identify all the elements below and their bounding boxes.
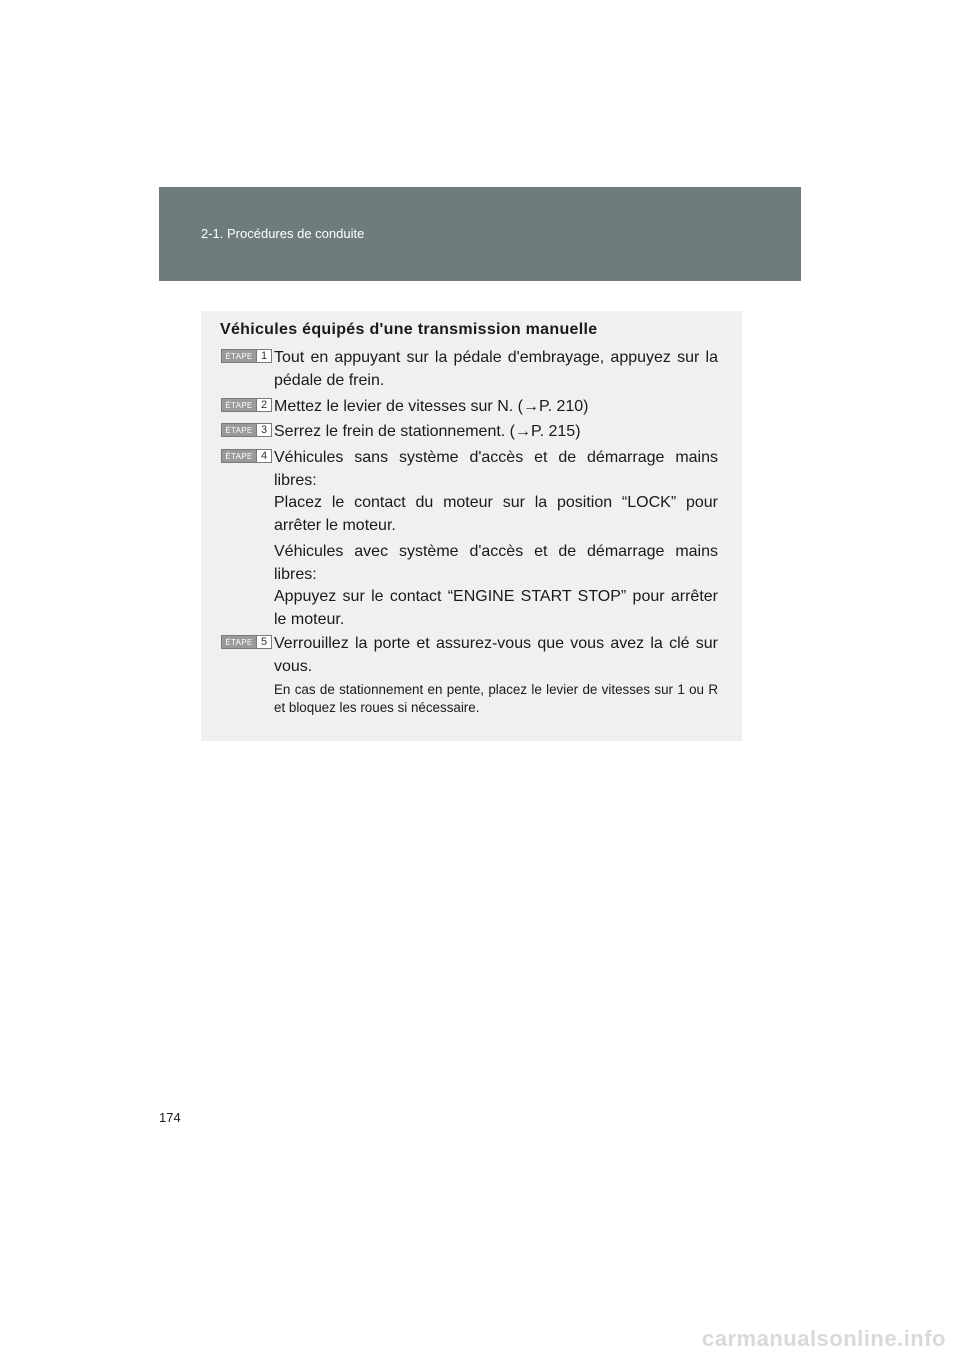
page-number: 174 — [159, 1110, 181, 1125]
step-badge-number: 3 — [256, 424, 271, 436]
procedure-panel — [201, 311, 742, 741]
step-text-3: Serrez le frein de stationnement. (→P. 215) — [274, 423, 581, 440]
step-text-1: Tout en appuyant sur la pédale d'embrayage, appuyez sur la pédale de frein. — [274, 349, 718, 389]
step-text-4b-action: Appuyez sur le contact “ENGINE START STOP” pour arrêter le moteur. — [274, 588, 718, 628]
step-badge-3 — [221, 423, 272, 437]
note-text: En cas de stationnement en pente, placez le levier de vitesses sur 1 ou R et bloquez les roues si nécessaire. — [274, 682, 718, 715]
step-text-2: Mettez le levier de vitesses sur N. (→P. 210) — [274, 398, 589, 415]
section-title: 2-1. Procédures de conduite — [201, 226, 365, 241]
step-badge-label: ÉTAPE — [222, 450, 256, 462]
step-badge-1 — [221, 349, 272, 363]
watermark: carmanualsonline.info — [702, 1326, 946, 1351]
step-text-4a-action: Placez le contact du moteur sur la position “LOCK” pour arrêter le moteur. — [274, 494, 718, 534]
step-badge-number: 1 — [256, 350, 271, 362]
step-badge-number: 2 — [256, 399, 271, 411]
chapter-header — [159, 187, 801, 281]
step-badge-number: 4 — [256, 450, 271, 462]
step-badge-label: ÉTAPE — [222, 399, 256, 411]
step-text-5: Verrouillez la porte et assurez-vous que vous avez la clé sur vous. — [274, 635, 718, 675]
step-text-4b-condition: Véhicules avec système d'accès et de démarrage mains libres: — [274, 543, 718, 583]
panel-title: Véhicules équipés d'une transmission manuelle — [220, 321, 598, 338]
step-badge-4 — [221, 449, 272, 463]
step-badge-5 — [221, 635, 272, 649]
step-badge-label: ÉTAPE — [222, 350, 256, 362]
step-text-4a-condition: Véhicules sans système d'accès et de démarrage mains libres: — [274, 449, 718, 489]
step-badge-2 — [221, 398, 272, 412]
step-badge-label: ÉTAPE — [222, 424, 256, 436]
step-badge-label: ÉTAPE — [222, 636, 256, 648]
step-badge-number: 5 — [256, 636, 271, 648]
